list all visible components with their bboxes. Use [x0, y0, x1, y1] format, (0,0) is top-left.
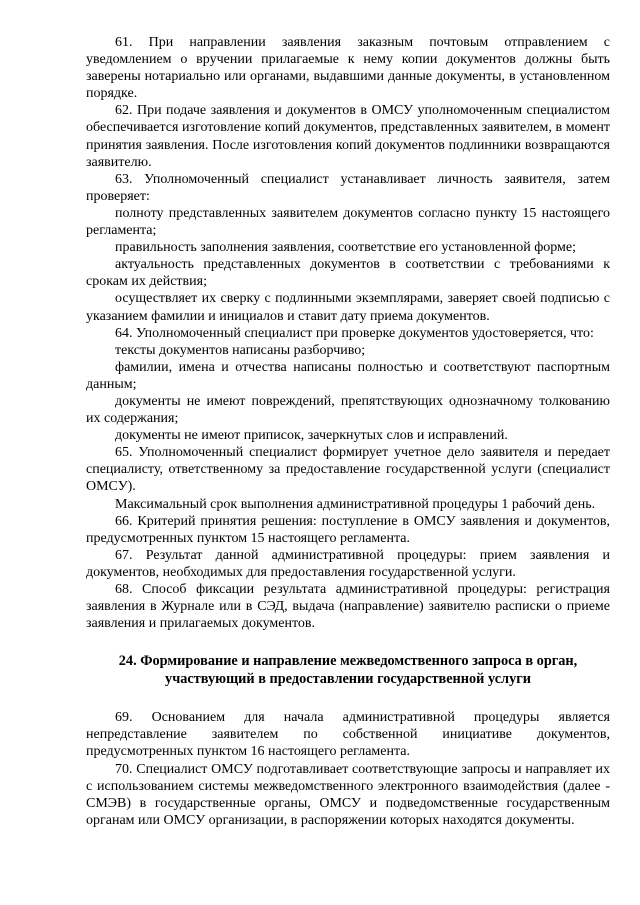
- paragraph-64-item-corrections: документы не имеют приписок, зачеркнутых слов и исправлений.: [115, 428, 508, 444]
- section-spacer: [86, 688, 610, 709]
- paragraph-64-item-legible: тексты документов написаны разборчиво;: [115, 342, 366, 358]
- paragraph-64-item-damage: документы не имеют повреждений, препятствующих однозначному толкованию их содержания;: [86, 393, 610, 427]
- section-spacer: [86, 632, 610, 653]
- paragraph-70: 70. Специалист ОМСУ подготавливает соответствующие запросы и направляет их с использованием системы межведомственного электронного взаимодействия (далее - СМЭВ) в государственные органы, ОМСУ и подведомственные государственным органам или ОМСУ организации, в распоряжении которых находятся документы.: [86, 761, 610, 828]
- paragraph-63-item-form: правильность заполнения заявления, соответствие его установленной форме;: [115, 240, 577, 256]
- paragraph-63: 63. Уполномоченный специалист устанавливает личность заявителя, затем проверяет:: [86, 171, 610, 204]
- document-page: [86, 34, 610, 829]
- section-heading: 24. Формирование и направление межведомственного запроса в орган, участвующий в предоставлении государственной услуги: [118, 653, 578, 687]
- paragraph-62: 62. При подаче заявления и документов в ОМСУ уполномоченным специалистом обеспечивается изготовление копий документов, представленных заявителем, в момент принятия заявления. После изготовления копий документов подлинники возвращаются заявителю.: [86, 103, 610, 170]
- paragraph-max-term: Максимальный срок выполнения административной процедуры 1 рабочий день.: [115, 496, 596, 512]
- paragraph-63-item-relevance: актуальность представленных документов в соответствии с требованиями к срокам их действия;: [86, 257, 610, 290]
- paragraph-67: 67. Результат данной административной процедуры: прием заявления и документов, необходимых для предоставления государственной услуги.: [86, 547, 610, 580]
- paragraph-66: 66. Критерий принятия решения: поступление в ОМСУ заявления и документов, предусмотренных пунктом 15 настоящего регламента.: [86, 513, 610, 546]
- paragraph-64: 64. Уполномоченный специалист при проверке документов удостоверяется, что:: [115, 325, 594, 341]
- paragraph-65: 65. Уполномоченный специалист формирует учетное дело заявителя и передает специалисту, ответственному за предоставление государственной услуги (специалист ОМСУ).: [86, 445, 610, 495]
- paragraph-69: 69. Основанием для начала административной процедуры является непредставление заявителем по собственной инициативе документов, предусмотренных пунктом 16 настоящего регламента.: [86, 710, 610, 760]
- paragraph-64-item-names: фамилии, имена и отчества написаны полностью и соответствуют паспортным данным;: [86, 359, 610, 392]
- paragraph-61: 61. При направлении заявления заказным почтовым отправлением с уведомлением о вручении прилагаемые к нему копии документов должны быть заверены нотариально или органами, выдавшими данные документы, в установленном порядке.: [86, 35, 610, 102]
- paragraph-63-item-verification: осуществляет их сверку с подлинными экземплярами, заверяет своей подписью с указанием фамилии и инициалов и ставит дату приема документов.: [86, 291, 610, 324]
- paragraph-68: 68. Способ фиксации результата административной процедуры: регистрация заявления в Журнале или в СЭД, выдача (направление) заявителю расписки о приеме заявления и прилагаемых документов.: [86, 582, 610, 632]
- paragraph-63-item-completeness: полноту представленных заявителем документов согласно пункту 15 настоящего регламента;: [86, 205, 610, 239]
